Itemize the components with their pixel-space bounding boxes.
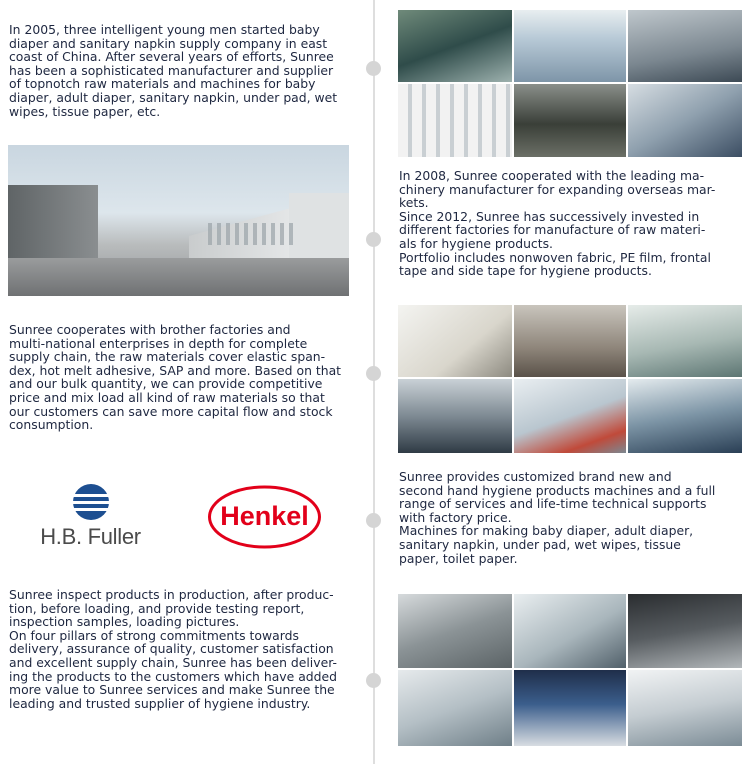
lab-photo: [628, 594, 742, 668]
lab-photo: [398, 670, 512, 746]
factory-photo: [514, 10, 626, 82]
machines-paragraph: Sunree provides customized brand new and second hand hygiene products machines and a full range of services and life-time technical supports with factory price. Machines for making baby diaper, adult diaper, sanitary napkin, under pad, wet wipes, tissue paper, toilet paper.: [399, 469, 716, 566]
timeline-dot: [366, 366, 381, 381]
timeline-line: [373, 0, 375, 764]
lab-photo: [628, 670, 742, 746]
timeline-dot: [366, 513, 381, 528]
factory-photo: [398, 84, 512, 157]
timeline-dot: [366, 232, 381, 247]
henkel-wordmark: Henkel: [220, 501, 309, 531]
hbfuller-logo: [28, 482, 153, 550]
lab-photo: [514, 670, 626, 746]
materials-photo: [514, 379, 626, 453]
factory-photo: [398, 10, 512, 82]
timeline-dot: [366, 61, 381, 76]
supply-chain-paragraph: Sunree cooperates with brother factories and multi-national enterprises in depth for complete supply chain, the raw materials cover elastic span- dex, hot melt adhesive, SAP and more. Based on that and our bulk quantity, we can provide competitive price and mix load all kind of raw materials so that our customers can save more capital flow and stock consumption.: [9, 322, 342, 433]
lab-photo: [398, 594, 512, 668]
materials-photo: [628, 305, 742, 377]
hbfuller-mark-icon: [71, 482, 111, 522]
materials-photo: [628, 379, 742, 453]
materials-photo-collage: [398, 305, 742, 453]
factory-photo: [514, 84, 626, 157]
materials-photo: [398, 379, 512, 453]
henkel-logo: [207, 485, 322, 549]
factory-building-photo: [8, 145, 349, 296]
factory-photo: [628, 10, 742, 82]
lab-photo: [514, 594, 626, 668]
factory-photo-collage: [398, 10, 742, 157]
quality-paragraph: Sunree inspect products in production, after produc- tion, before loading, and provide testing report, inspection samples, loading pictures. On four pillars of strong commitments towards delivery, assurance of quality, customer satisfaction and excellent supply chain, Sunree has been deliver- ing the products to the customers which have added more value to Sunree services and make Sunree the leading and trusted supplier of hygiene industry.: [9, 587, 338, 711]
materials-photo: [514, 305, 626, 377]
history-paragraph: In 2005, three intelligent young men started baby diaper and sanitary napkin supply company in east coast of China. After several years of efforts, Sunree has been a sophisticated manufacturer and supplier of topnotch raw materials and machines for baby diaper, adult diaper, sanitary napkin, under pad, wet wipes, tissue paper, etc.: [9, 22, 338, 119]
timeline-dot: [366, 673, 381, 688]
materials-photo: [398, 305, 512, 377]
expansion-paragraph: In 2008, Sunree cooperated with the leading ma- chinery manufacturer for expanding overseas mar- kets. Since 2012, Sunree has successively invested in different factories for manufacture of raw materi- als for hygiene products. Portfolio includes nonwoven fabric, PE film, frontal tape and side tape for hygiene products.: [399, 168, 716, 279]
lab-photo-collage: [398, 594, 742, 746]
hbfuller-wordmark: H.B. Fuller: [40, 524, 141, 549]
factory-photo: [628, 84, 742, 157]
